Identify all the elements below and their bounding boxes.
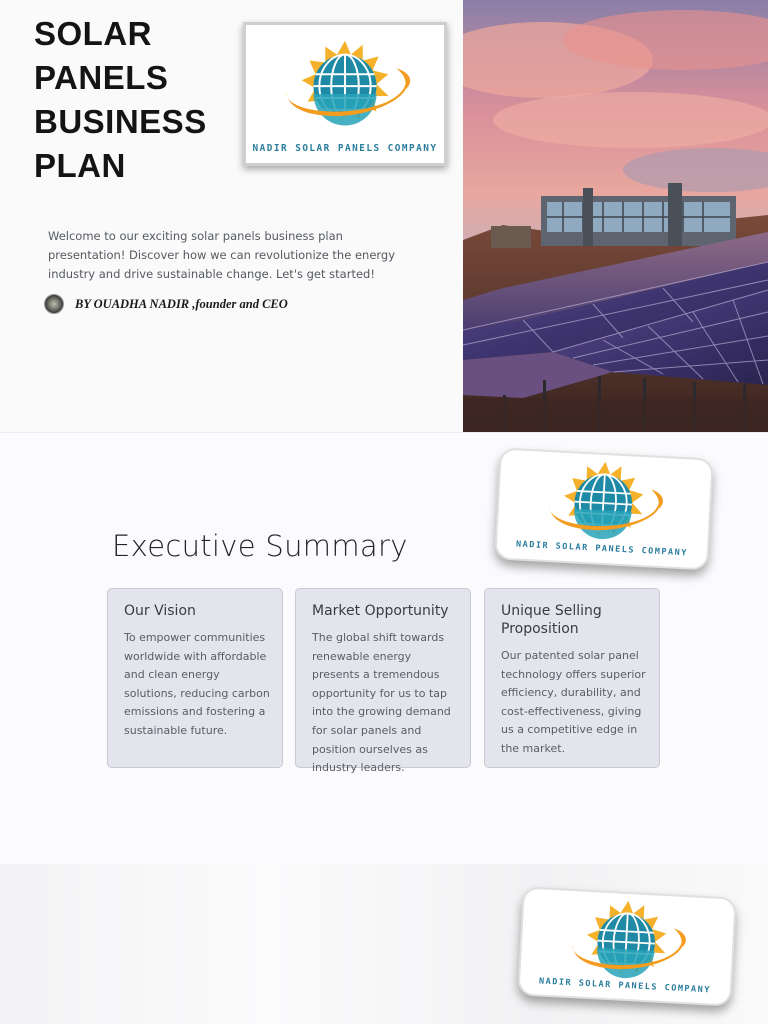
- summary-card-market: [295, 588, 471, 775]
- author-byline: [44, 294, 288, 314]
- solar-farm-photo: [463, 0, 768, 432]
- title-line: SOLAR: [34, 15, 152, 52]
- section-title: Executive Summary: [112, 529, 408, 563]
- title-line: PANELS: [34, 59, 169, 96]
- title-line: BUSINESS: [34, 103, 207, 140]
- logo-company-name: NADIR SOLAR PANELS COMPANY: [538, 976, 712, 996]
- card-title: Our Vision: [124, 603, 196, 619]
- author-avatar: [44, 294, 64, 314]
- card-text: Our patented solar panel technology offers superior efficiency, durability, and cost-effectiveness, giving us a competitive edge in the market.: [501, 649, 646, 755]
- intro-paragraph: Welcome to our exciting solar panels business plan presentation! Discover how we can revolutionize the energy industry and drive sustainable change. Let's get started!: [48, 229, 396, 281]
- company-logo: [494, 447, 714, 570]
- card-title: Unique Selling Proposition: [501, 603, 602, 637]
- logo-company-name: NADIR SOLAR PANELS COMPANY: [252, 143, 438, 155]
- company-logo: [243, 22, 447, 166]
- third-slide: [0, 864, 768, 1024]
- card-text: The global shift towards renewable energy presents a tremendous opportunity for us to tap into the growing demand for solar panels and position ourselves as industry leaders.: [312, 631, 451, 775]
- card-title: Market Opportunity: [312, 603, 449, 619]
- title-slide: [0, 0, 768, 432]
- logo-company-name: NADIR SOLAR PANELS COMPANY: [515, 539, 689, 559]
- summary-card-usp: [484, 588, 660, 768]
- summary-card-vision: [107, 588, 283, 768]
- author-name: BY OUADHA NADIR ,founder and CEO: [75, 296, 288, 311]
- card-text: To empower communities worldwide with affordable and clean energy solutions, reducing carbon emissions and fostering a sustainable future.: [124, 631, 270, 737]
- company-logo: [517, 886, 736, 1006]
- executive-summary-slide: [0, 432, 768, 865]
- title-line: PLAN: [34, 147, 126, 184]
- slide-title: [34, 12, 207, 188]
